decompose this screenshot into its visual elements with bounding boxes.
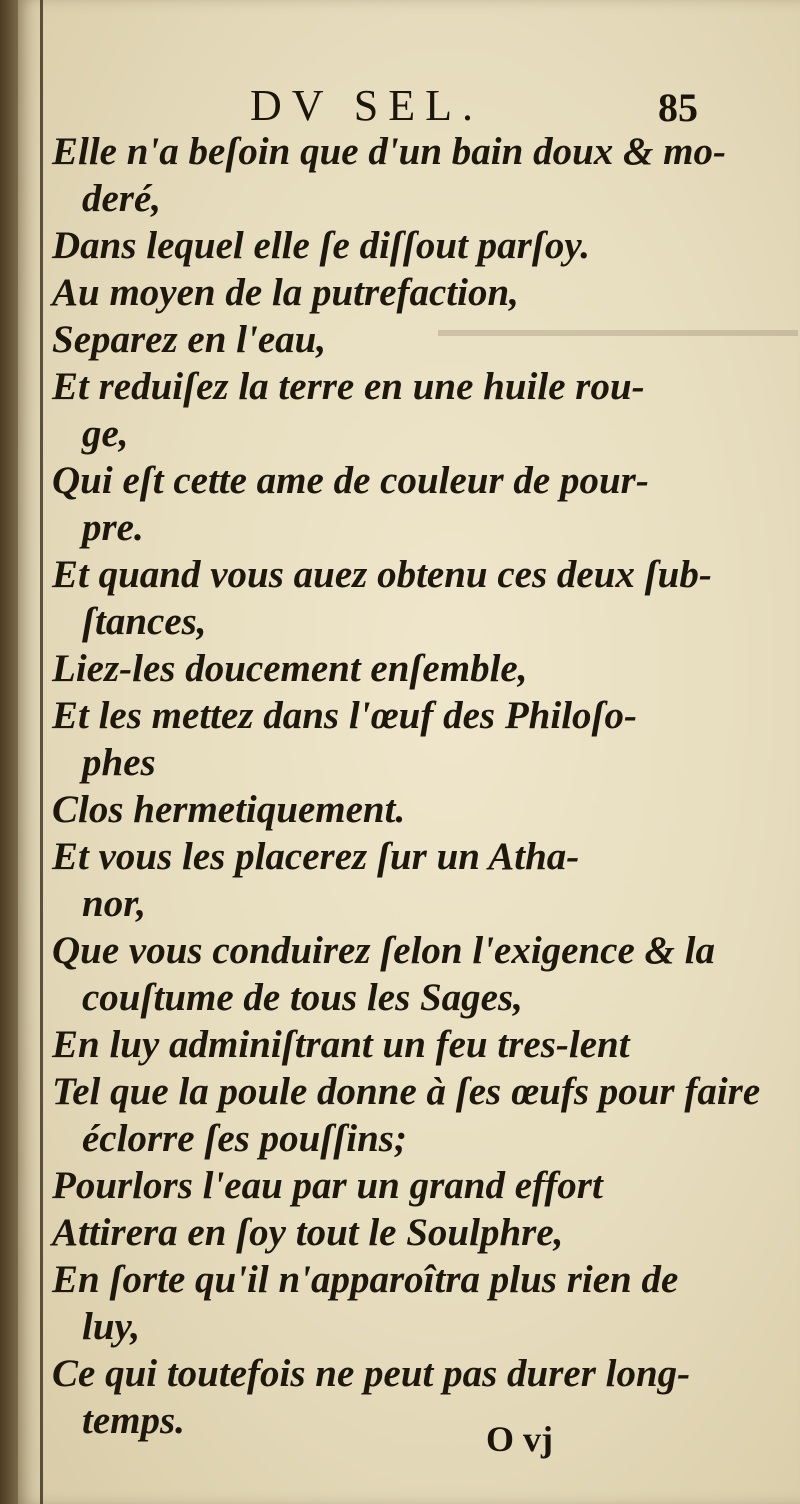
text-line: Et quand vous auez obtenu ces deux ſub-: [52, 553, 712, 596]
verse-text: [52, 128, 772, 1444]
text-line: Au moyen de la putrefaction,: [52, 271, 519, 314]
text-line: ſtances,: [82, 600, 207, 643]
text-line: En ſorte qu'il n'apparoîtra plus rien de: [52, 1258, 679, 1301]
text-line: Dans lequel elle ſe diſſout parſoy.: [52, 224, 590, 267]
text-line: pre.: [82, 506, 144, 549]
text-line: Et reduiſez la terre en une huile rou-: [52, 365, 645, 408]
text-line: Tel que la poule donne à ſes œufs pour faire: [52, 1070, 761, 1113]
margin-rule: [40, 0, 43, 1504]
text-line: ge,: [82, 412, 129, 455]
text-line: En luy adminiſtrant un feu tres-lent: [52, 1023, 630, 1066]
text-line: Que vous conduirez ſelon l'exigence & la: [52, 929, 715, 972]
text-line: éclorre ſes pouſſins;: [82, 1117, 407, 1160]
text-line: Et vous les placerez ſur un Atha-: [52, 835, 580, 878]
signature-mark: O vj: [486, 1419, 553, 1459]
book-binding: [0, 0, 18, 1504]
text-line: deré,: [82, 177, 162, 220]
text-line: Et les mettez dans l'œuf des Philoſo-: [52, 694, 637, 737]
text-line: Elle n'a beſoin que d'un bain doux & mo-: [52, 130, 726, 173]
running-head: DV SEL.: [250, 81, 483, 130]
text-line: luy,: [82, 1305, 141, 1348]
text-line: Clos hermetiquement.: [52, 788, 406, 831]
text-line: Ce qui toutefois ne peut pas durer long-: [52, 1352, 691, 1395]
text-line: Qui eſt cette ame de couleur de pour-: [52, 459, 649, 502]
page-number: 85: [658, 85, 698, 130]
text-line: Pourlors l'eau par un grand effort: [52, 1164, 603, 1207]
page-header: [18, 72, 800, 132]
text-line: Attirera en ſoy tout le Soulphre,: [52, 1211, 564, 1254]
book-page: [18, 0, 800, 1504]
text-line: Separez en l'eau,: [52, 318, 327, 361]
text-line: phes: [82, 741, 156, 784]
text-line: Liez-les doucement enſemble,: [52, 647, 528, 690]
text-line: temps.: [82, 1399, 185, 1442]
text-line: nor,: [82, 882, 146, 925]
text-line: couſtume de tous les Sages,: [82, 976, 523, 1019]
